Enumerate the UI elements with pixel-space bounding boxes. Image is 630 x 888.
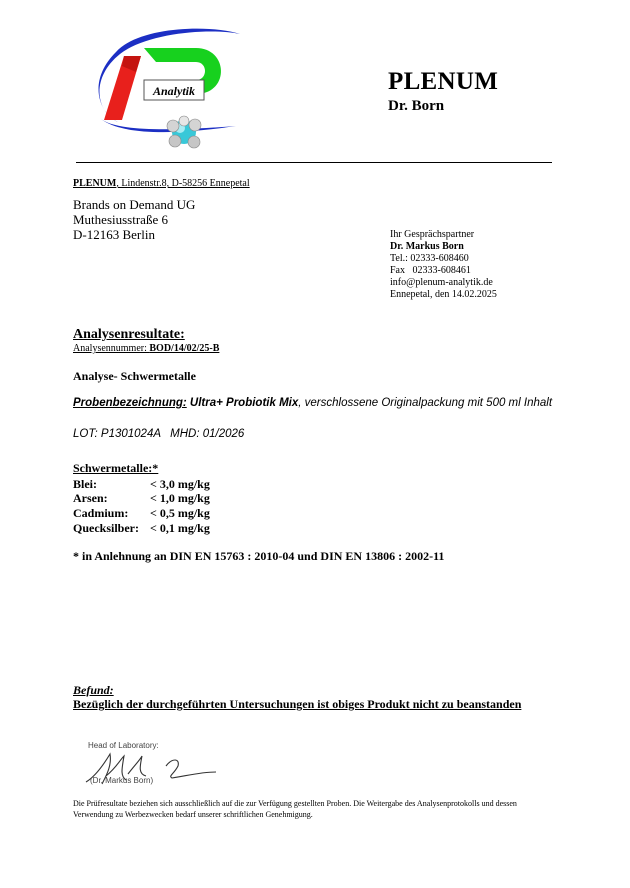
befund-text: Bezüglich der durchgeführten Untersuchungen ist obiges Produkt nicht zu beanstanden	[73, 697, 522, 711]
standards-footnote: * in Anlehnung an DIN EN 15763 : 2010-04 und DIN EN 13806 : 2002-11	[73, 549, 445, 563]
logo-badge-text: Analytik	[152, 84, 196, 98]
disclaimer: Die Prüfresultate beziehen sich ausschließlich auf die zur Verfügung gestellten Proben. Die Weitergabe des Analysenprotokolls und dessen Verwendung zu Werbezwecken bedarf unserer schriftlichen Genehmigung.	[73, 799, 517, 819]
analysis-type: Analyse- Schwermetalle	[73, 369, 196, 383]
sender-company: PLENUM	[73, 178, 117, 189]
metals-heading: Schwermetalle:*	[73, 461, 159, 475]
sample-details: , verschlossene Originalpackung mit 500 ml Inhalt	[298, 397, 553, 409]
results-heading: Analysenresultate:	[73, 327, 185, 342]
befund-heading: Befund:	[73, 683, 114, 697]
metal-name: Arsen:	[73, 491, 108, 505]
metal-value: < 1,0 mg/kg	[150, 491, 210, 505]
metal-row	[73, 506, 210, 521]
metal-row	[73, 491, 210, 506]
metal-name: Cadmium:	[73, 506, 129, 520]
metal-name: Quecksilber:	[73, 521, 139, 535]
head-of-lab-label: Head of Laboratory:	[88, 741, 159, 750]
sample-label: Probenbezeichnung:	[73, 397, 187, 409]
recipient-line-2: Muthesiusstraße 6	[73, 212, 168, 227]
brand-name: PLENUM	[388, 68, 499, 95]
contact-tel: Tel.: 02333-608460	[390, 253, 469, 264]
contact-person: Dr. Markus Born	[390, 241, 464, 252]
metal-row	[73, 521, 210, 536]
contact-label: Ihr Gesprächspartner	[390, 229, 475, 240]
recipient-line-3: D-12163 Berlin	[73, 227, 155, 242]
plenum-analytik-logo	[78, 22, 248, 152]
recipient-line-1: Brands on Demand UG	[73, 197, 196, 212]
metal-value: < 3,0 mg/kg	[150, 477, 210, 491]
analysis-number: Analysennummer: BOD/14/02/25-B	[73, 343, 220, 354]
metal-name: Blei:	[73, 477, 97, 491]
sender-line	[73, 178, 250, 189]
contact-email[interactable]: info@plenum-analytik.de	[390, 277, 493, 288]
contact-fax: Fax 02333-608461	[390, 265, 471, 276]
brand-subtitle: Dr. Born	[388, 98, 445, 114]
sender-address: , Lindenstr.8, D-58256 Ennepetal	[116, 178, 250, 189]
analysis-number-value: BOD/14/02/25-B	[149, 343, 220, 354]
metal-row	[73, 477, 210, 492]
sample-description	[73, 397, 552, 409]
contact-place-date: Ennepetal, den 14.02.2025	[390, 289, 497, 300]
sample-product: Ultra+ Probiotik Mix	[186, 397, 299, 409]
header-divider	[76, 162, 552, 163]
lot-info: LOT: P1301024A MHD: 01/2026	[73, 428, 245, 440]
molecule-icon	[167, 116, 201, 148]
metal-value: < 0,1 mg/kg	[150, 521, 210, 535]
metal-value: < 0,5 mg/kg	[150, 506, 210, 520]
signer-name: (Dr. Markus Born)	[90, 776, 154, 785]
